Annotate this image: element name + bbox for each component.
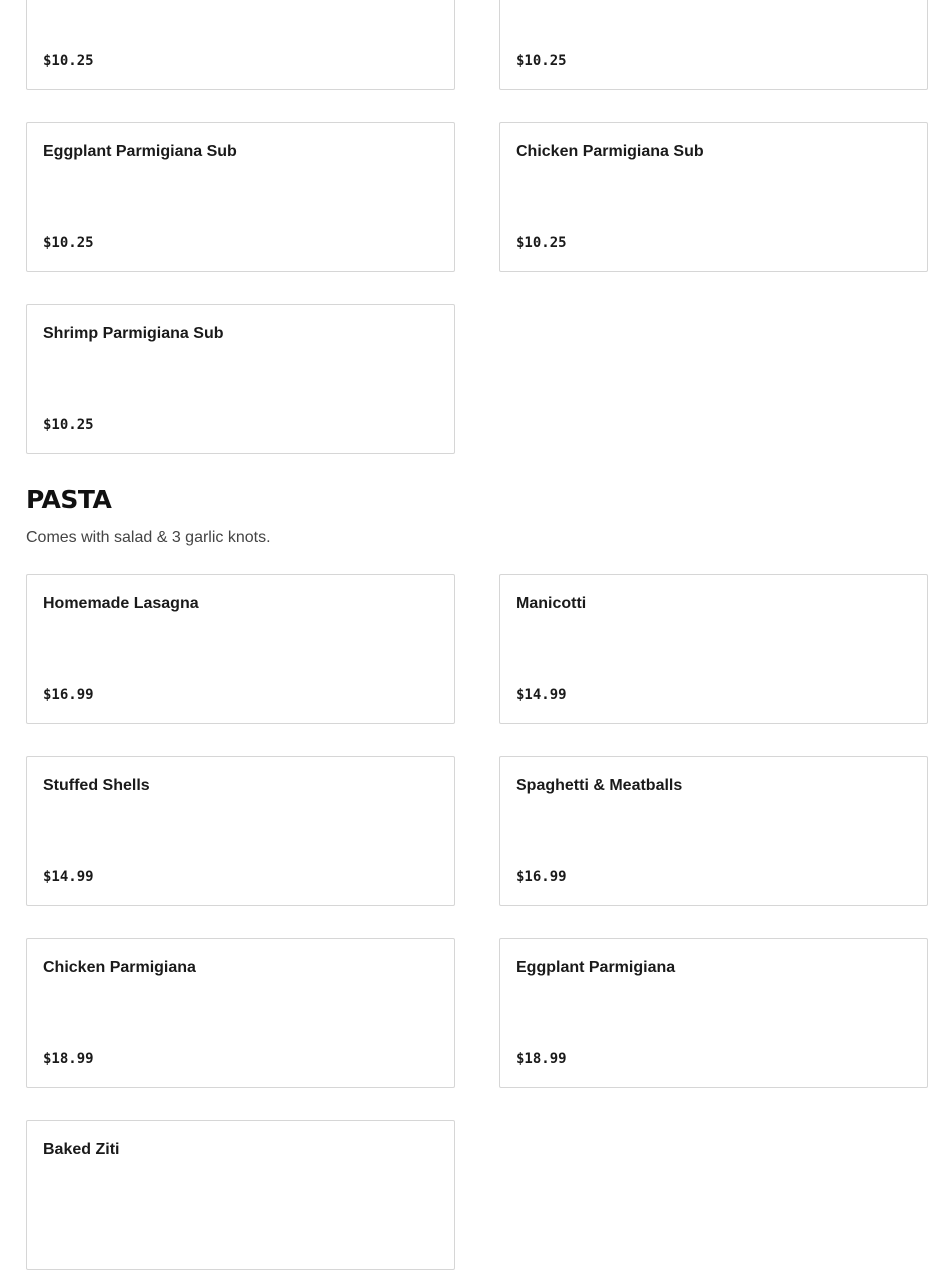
menu-item-card[interactable]	[499, 0, 928, 90]
menu-item-card[interactable]	[26, 1120, 455, 1270]
menu-item-name: Manicotti	[516, 595, 587, 612]
menu-item-price: $18.99	[43, 1051, 94, 1067]
menu-item-name: Homemade Lasagna	[43, 595, 199, 612]
menu-item-price: $10.25	[43, 53, 94, 69]
menu-item-name: Stuffed Shells	[43, 777, 150, 794]
menu-item-card[interactable]	[26, 304, 455, 454]
section-description: Comes with salad & 3 garlic knots.	[26, 529, 271, 546]
menu-item-name: Baked Ziti	[43, 1141, 120, 1158]
menu-item-card[interactable]	[499, 574, 928, 724]
menu-item-name: Eggplant Parmigiana	[516, 959, 676, 976]
menu-item-card[interactable]	[499, 122, 928, 272]
menu-item-name: Chicken Parmigiana	[43, 959, 196, 976]
menu-item-price: $10.25	[516, 235, 567, 251]
menu-item-name: Eggplant Parmigiana Sub	[43, 143, 237, 160]
menu-item-card[interactable]	[26, 122, 455, 272]
menu-item-card[interactable]	[499, 938, 928, 1088]
menu-item-price: $10.25	[43, 235, 94, 251]
menu-item-name: Chicken Parmigiana Sub	[516, 143, 704, 160]
menu-item-card[interactable]	[26, 574, 455, 724]
menu-item-card[interactable]	[26, 756, 455, 906]
menu-item-price: $16.99	[516, 869, 567, 885]
menu-item-price: $16.99	[43, 687, 94, 703]
menu-item-name: Shrimp Parmigiana Sub	[43, 325, 224, 342]
menu-item-card[interactable]	[26, 0, 455, 90]
menu-item-price: $14.99	[516, 687, 567, 703]
menu-item-card[interactable]	[26, 938, 455, 1088]
menu-item-card[interactable]	[499, 756, 928, 906]
menu-item-price: $10.25	[43, 417, 94, 433]
menu-item-name: Spaghetti & Meatballs	[516, 777, 683, 794]
menu-item-price: $18.99	[516, 1051, 567, 1067]
menu-item-price: $14.99	[43, 869, 94, 885]
menu-item-price: $10.25	[516, 53, 567, 69]
section-title-pasta: PASTA	[26, 485, 112, 514]
